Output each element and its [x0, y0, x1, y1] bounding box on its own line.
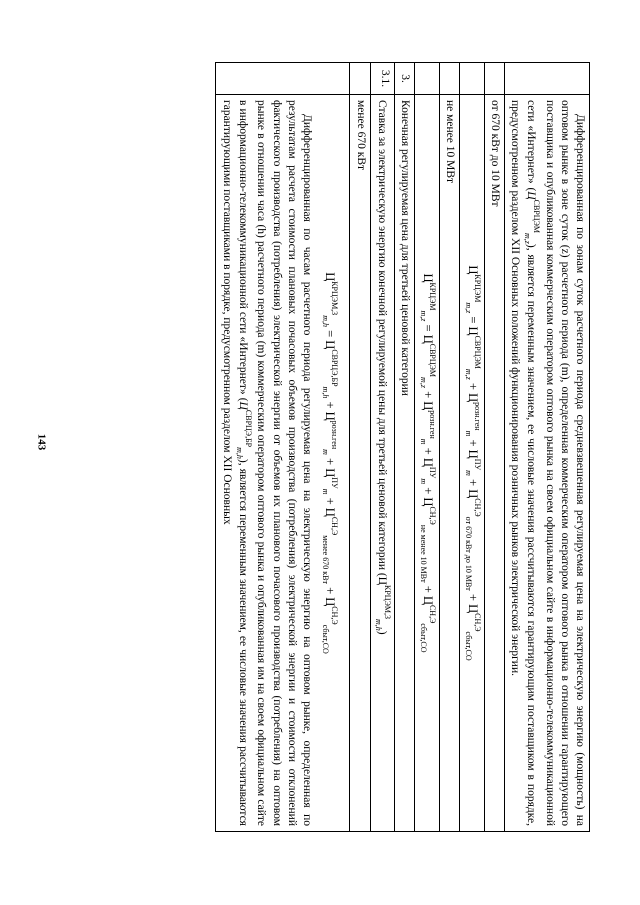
table-row-range-less-670-label: [350, 63, 370, 832]
formula-10: $Ц^{КРЦЭМ}_{m,z} = Ц^{СВРЦЭМ}_{m,z} + Ц^{розн.ген}_m + Ц^{ПУ}_m + Ц^{СН,Э}_{не менее 10 МВт} + Ц^{СН,Э}_{сбыт,СО}$: [415, 95, 440, 832]
table-row-section-3: [395, 63, 415, 832]
table-row-range-670-10-formula: [460, 63, 485, 832]
formula-and-text-less-670: [216, 95, 350, 832]
page-number: 143: [35, 433, 48, 451]
table-row-section-3-1: [370, 63, 395, 832]
document-sheet: [80, 62, 590, 832]
formula-670-10: $Ц^{КРЦЭМ}_{m,z} = Ц^{СВРЦЭМ}_{m,z} + Ц^{розн.ген}_m + Ц^{ПУ}_m + Ц^{СН,Э}_{от 670 кВт до 10 МВт} + Ц^{СН,Э}_{сбыт,СО}$: [460, 95, 485, 832]
table-row-range-less-670-body: [216, 63, 350, 832]
description-less-670: Дифференцированная по часам расчетного периода регулируемая цена на электрическую энергию на оптовом рынке, определенная по результатам расчета стоимости плановых почасовых объемов производства (потребления) электрической энергии и стоимости отклонений фактического производства (потребления) электрической энергии от объемов их планового почасового производства (потребления) на оптовом рынке в отношении часа (h) расчетного периода (m) коммерческим оператором оптового рынка и опубликованная им на своем официальном сайте в информационно-телекоммуникационной сети «Интернет» $(Ц^{СВРЦЭ,БР}_{m,h})$, является переменным значением, ее числовые значения рассчитываются гарантирующими поставщиками в порядке, предусмотренном разделом XII Основных: [220, 100, 313, 826]
formula-less-670: $Ц^{КРЦЭМ,З}_{m,h} = Ц^{СВРЦЭ,БР}_{m,h} + Ц^{розн.ген}_m + Ц^{ПУ}_m + Ц^{СН,Э}_{менее 670 кВт} + Ц^{СН,Э}_{сбыт,СО}$: [321, 272, 340, 654]
range-label: менее 670 кВт: [350, 95, 370, 832]
range-label: от 670 кВт до 10 МВт: [484, 95, 504, 832]
table-row-intro: [504, 63, 589, 832]
row-number: 3.1.: [370, 63, 395, 95]
section-title: Конечная регулируемая цена для третьей ценовой категории: [395, 95, 415, 832]
section-title: Ставка за электрическую энергию конечной регулируемой цены для третьей ценовой категории $(Ц^{КРЦЭМ,З}_{m,h})$: [370, 95, 395, 832]
price-table: [215, 62, 590, 832]
intro-text: Дифференцированная по зонам суток расчетного периода средневзвешенная регулируемая цена на электрическую энергию (мощность) на оптовом рынке в зоне суток (z) расчетного периода (m), определенная коммерческим оператором оптового рынка в отношении гарантирующего поставщика и опубликованная коммерческим оператором оптового рынка на своем официальном сайте в информационно-телекоммуникационной сети «Интернет» $(Ц^{СВРЦЭМ}_{m,z})$, является переменным значением, ее числовые значения рассчитываются гарантирующим поставщиком в порядке, предусмотренном разделом XII Основных положений функционирования розничных рынков электрической энергии.: [504, 95, 589, 832]
row-number-cell: [504, 63, 589, 95]
table-row-range-10-formula: [415, 63, 440, 832]
range-label: не менее 10 МВт: [439, 95, 459, 832]
row-number: 3.: [395, 63, 415, 95]
table-row-range-10-label: [439, 63, 459, 832]
table-row-range-670-10-label: [484, 63, 504, 832]
